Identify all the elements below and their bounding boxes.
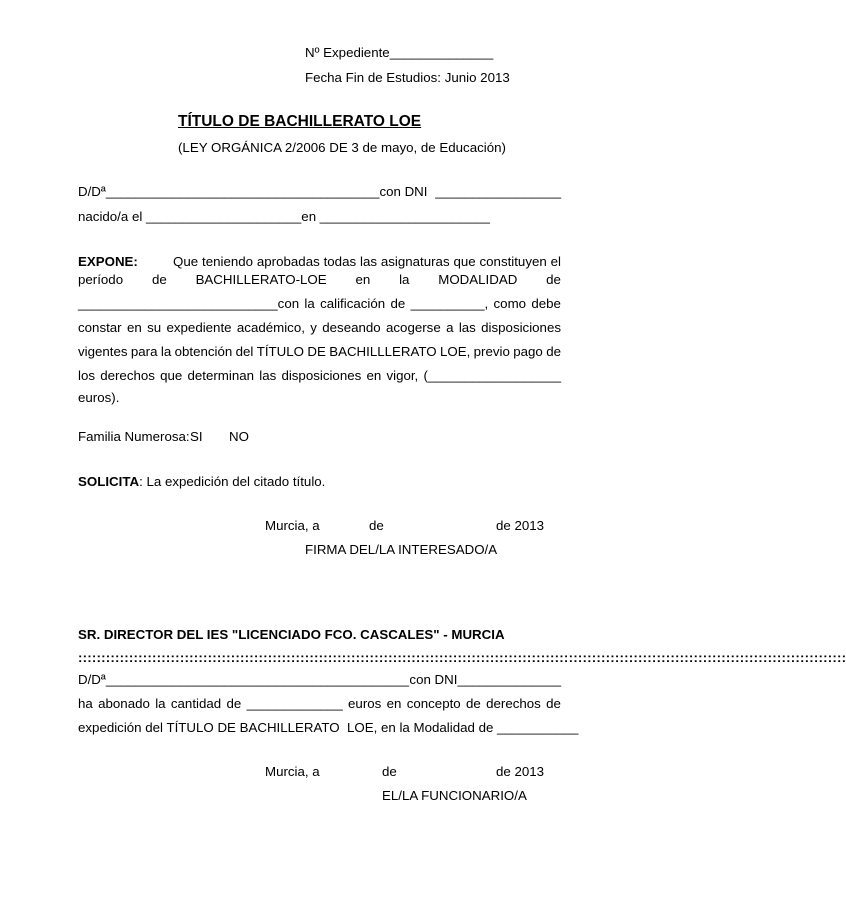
word: calificación (320, 296, 386, 311)
word: para (130, 344, 158, 359)
expone-line-1 (173, 254, 561, 270)
word: Que (173, 254, 199, 269)
word: de (546, 696, 561, 711)
fecha-fin-estudios: Fecha Fin de Estudios: Junio 2013 (305, 70, 510, 85)
word: las (359, 254, 377, 269)
word: BACHILLLERATO (329, 344, 437, 359)
word: previo (473, 344, 510, 359)
receipt-name-blank: D/Dª_________________________________________ (78, 672, 410, 687)
word: las (458, 320, 476, 335)
solicita-text: : La expedición del citado título. (139, 474, 326, 489)
word: de (546, 272, 561, 287)
word: en (126, 320, 142, 335)
document-title: TÍTULO DE BACHILLERATO LOE (178, 113, 422, 130)
word: disposiciones (481, 320, 561, 335)
word: el (550, 254, 561, 269)
familia-si-option: SI (190, 429, 203, 444)
solicita-line (78, 474, 325, 490)
expone-line-5 (78, 344, 561, 360)
word: la (155, 696, 166, 711)
word: constar (78, 320, 122, 335)
word: de (466, 696, 481, 711)
word: concepto (406, 696, 461, 711)
word: en (355, 272, 371, 287)
familia-numerosa-label: Familia Numerosa: (78, 429, 190, 444)
word: DE (307, 344, 326, 359)
word: derechos (100, 368, 155, 383)
word: su (147, 320, 162, 335)
word: LOE, (439, 344, 471, 359)
signature2-month-de: de (382, 764, 397, 779)
receipt-line-3: expedición del TÍTULO DE BACHILLERATO LOE, en la Modalidad de ___________ (78, 720, 579, 735)
word: determinan (187, 368, 255, 383)
receipt-line-2 (78, 696, 561, 712)
applicant-name-dni-line (78, 184, 561, 200)
expone-line-7: euros). (78, 390, 120, 405)
word: acogerse (386, 320, 441, 335)
word: como (493, 296, 527, 311)
word: de (151, 272, 167, 287)
word: (__________________ (423, 368, 561, 383)
expone-line-4 (78, 320, 561, 336)
word: debe (531, 296, 561, 311)
signature-month-de: de (369, 518, 384, 533)
word: las (259, 368, 277, 383)
word: cantidad (170, 696, 222, 711)
word: la (399, 272, 410, 287)
word: constituyen (479, 254, 547, 269)
word: MODALIDAD (438, 272, 518, 287)
word: de (390, 296, 406, 311)
word: derechos (486, 696, 541, 711)
signature-year: de 2013 (496, 518, 545, 533)
word: expediente (166, 320, 232, 335)
word: TÍTULO (256, 344, 305, 359)
word: vigentes (78, 344, 128, 359)
word: la (160, 344, 172, 359)
firma-funcionario: EL/LA FUNCIONARIO/A (382, 788, 527, 803)
firma-interesado: FIRMA DEL/LA INTERESADO/A (305, 542, 498, 557)
word: académico, (236, 320, 305, 335)
applicant-name-label: D/Dª_____________________________________con DNI (78, 184, 428, 199)
word: del (235, 344, 254, 359)
word: deseando (322, 320, 381, 335)
word: de (546, 344, 561, 359)
word: obtención (174, 344, 233, 359)
word: en (386, 696, 402, 711)
word: todas (323, 254, 357, 269)
word: los (78, 368, 95, 383)
signature-place: Murcia, a (265, 518, 320, 533)
expone-line-3 (78, 296, 561, 312)
expone-line-2 (78, 272, 561, 288)
word: disposiciones (281, 368, 362, 383)
word: que (160, 368, 183, 383)
word: teniendo (202, 254, 254, 269)
expediente-field: Nº Expediente______________ (305, 45, 494, 60)
word: euros (348, 696, 382, 711)
word: ___________________________con (78, 296, 300, 311)
expone-label: EXPONE: (78, 254, 138, 269)
word: a (446, 320, 454, 335)
word: asignaturas (380, 254, 450, 269)
director-address: SR. DIRECTOR DEL IES "LICENCIADO FCO. CASCALES" - MURCIA (78, 627, 505, 642)
separator-line: :::::::::::::::::::::::::::::::::::::::::::::::::::::::::::::::::::::::::::::::::::::::::::::::::::::::::::::::::::::::::::::::::::::::::::::::::::::::::::::::::::::: (78, 650, 846, 665)
word: vigor, (386, 368, 419, 383)
expone-line-6 (78, 368, 561, 384)
applicant-dni-blank: _________________ (435, 184, 561, 199)
word: ha (78, 696, 93, 711)
document-subtitle: (LEY ORGÁNICA 2/2006 DE 3 de mayo, de Educación) (178, 140, 506, 155)
word: y (310, 320, 317, 335)
receipt-name-dni-line (78, 672, 561, 688)
signature2-year: de 2013 (496, 764, 545, 779)
word: período (78, 272, 124, 287)
word: en (366, 368, 382, 383)
solicita-label: SOLICITA (78, 474, 140, 489)
word: __________, (410, 296, 489, 311)
word: que (453, 254, 476, 269)
signature2-place: Murcia, a (265, 764, 320, 779)
word: la (304, 296, 315, 311)
word: de (226, 696, 242, 711)
receipt-dni-blank: con DNI______________ (409, 672, 561, 687)
word: _____________ (246, 696, 343, 711)
word: BACHILLERATO-LOE (195, 272, 327, 287)
word: pago (513, 344, 543, 359)
familia-no-option: NO (229, 429, 249, 444)
word: aprobadas (256, 254, 320, 269)
word: abonado (98, 696, 150, 711)
birth-line: nacido/a el _____________________en _______________________ (78, 209, 490, 224)
